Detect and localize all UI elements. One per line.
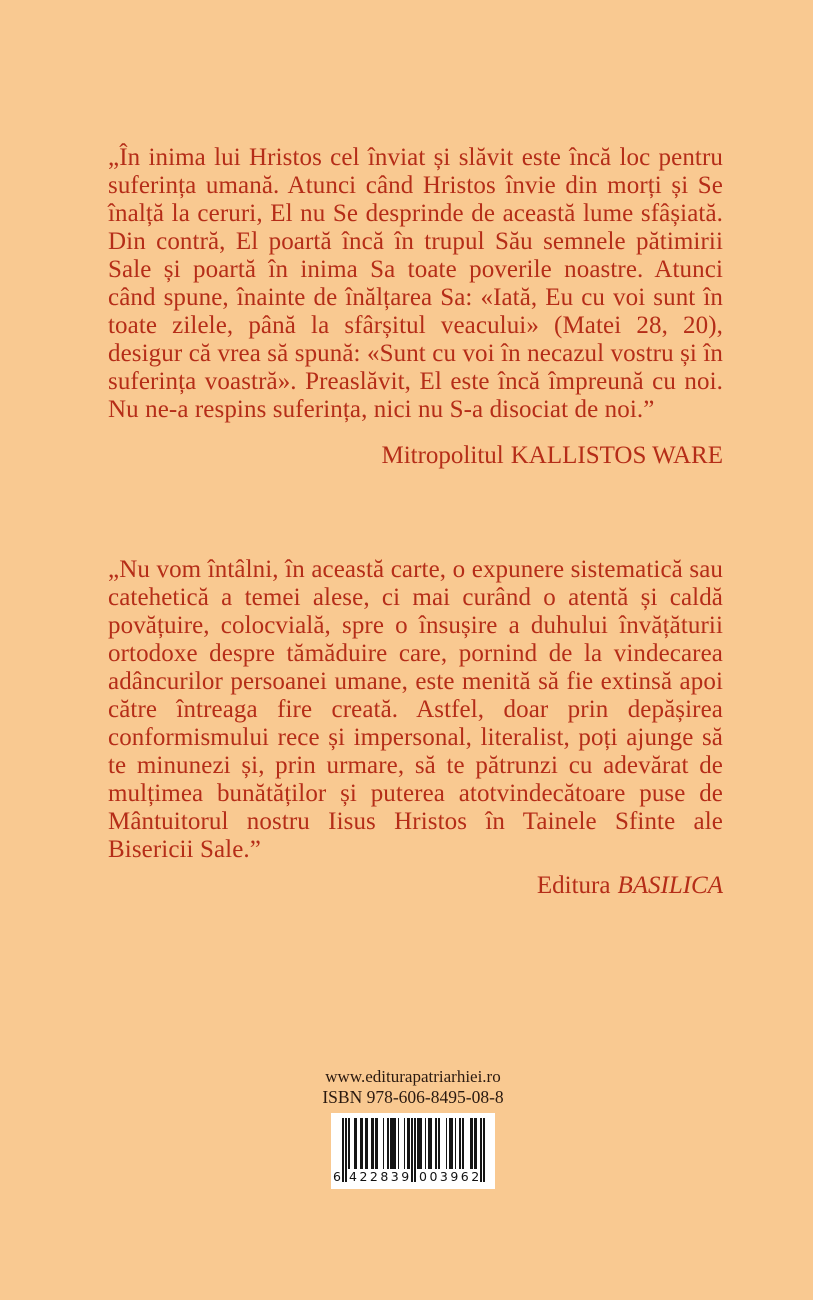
isbn-number: ISBN 978-606-8495-08-8 <box>322 1087 504 1107</box>
attribution-first <box>108 441 723 471</box>
attribution-first-role: Mitropolitul <box>381 442 504 469</box>
barcode-digits-left: 422839 <box>349 1169 412 1184</box>
ean13-barcode <box>331 1113 495 1189</box>
attribution-second-role: Editura <box>536 872 611 899</box>
publisher-website: www.editurapatriarhiei.ro <box>325 1067 501 1086</box>
attribution-first-name: KALLISTOS WARE <box>510 442 723 469</box>
barcode-digits-right: 003962 <box>419 1169 482 1184</box>
publisher-info <box>313 1066 513 1108</box>
barcode-digits <box>331 1169 495 1187</box>
quote-first: „În inima lui Hristos cel înviat și slăvit este încă loc pentru suferința umană. Atunci când Hristos învie din morți și Se înalță la ceruri, El nu Se desprinde de această lume sfâșiată. Din contră, El poartă încă în trupul Său semnele pătimirii Sale și poartă în inima Sa toate poverile noastre. Atunci când spune, înainte de înălțarea Sa: «Iată, Eu cu voi sunt în toate zilele, până la sfârșitul veacului» (Matei 28, 20), desigur că vrea să spună: «Sunt cu voi în necazul vostru și în suferința voastră». Preaslăvit, El este încă împreună cu noi. Nu ne-a respins suferința, nici nu S-a disociat de noi.” <box>108 144 723 423</box>
quote-second: „Nu vom întâlni, în această carte, o expunere sistematică sau catehetică a temei alese, ci mai curând o atentă și caldă povățuire, colocvială, spre o însușire a duhului învățăturii ortodoxe despre tămăduire care, pornind de la vindecarea adâncurilor persoanei umane, este menită să fie extinsă apoi către întreaga fire creată. Astfel, doar prin depășirea conformismului rece și impersonal, literalist, poți ajunge să te minunezi și, prin urmare, să te pătrunzi cu adevărat de mulțimea bunătăților și puterea atotvindecătoare puse de Mântuitorul nostru Iisus Hristos în Tainele Sfinte ale Bisericii Sale.” <box>108 556 723 863</box>
barcode-digit-first: 6 <box>333 1169 341 1184</box>
attribution-second <box>108 871 723 901</box>
attribution-second-name: BASILICA <box>617 872 723 899</box>
